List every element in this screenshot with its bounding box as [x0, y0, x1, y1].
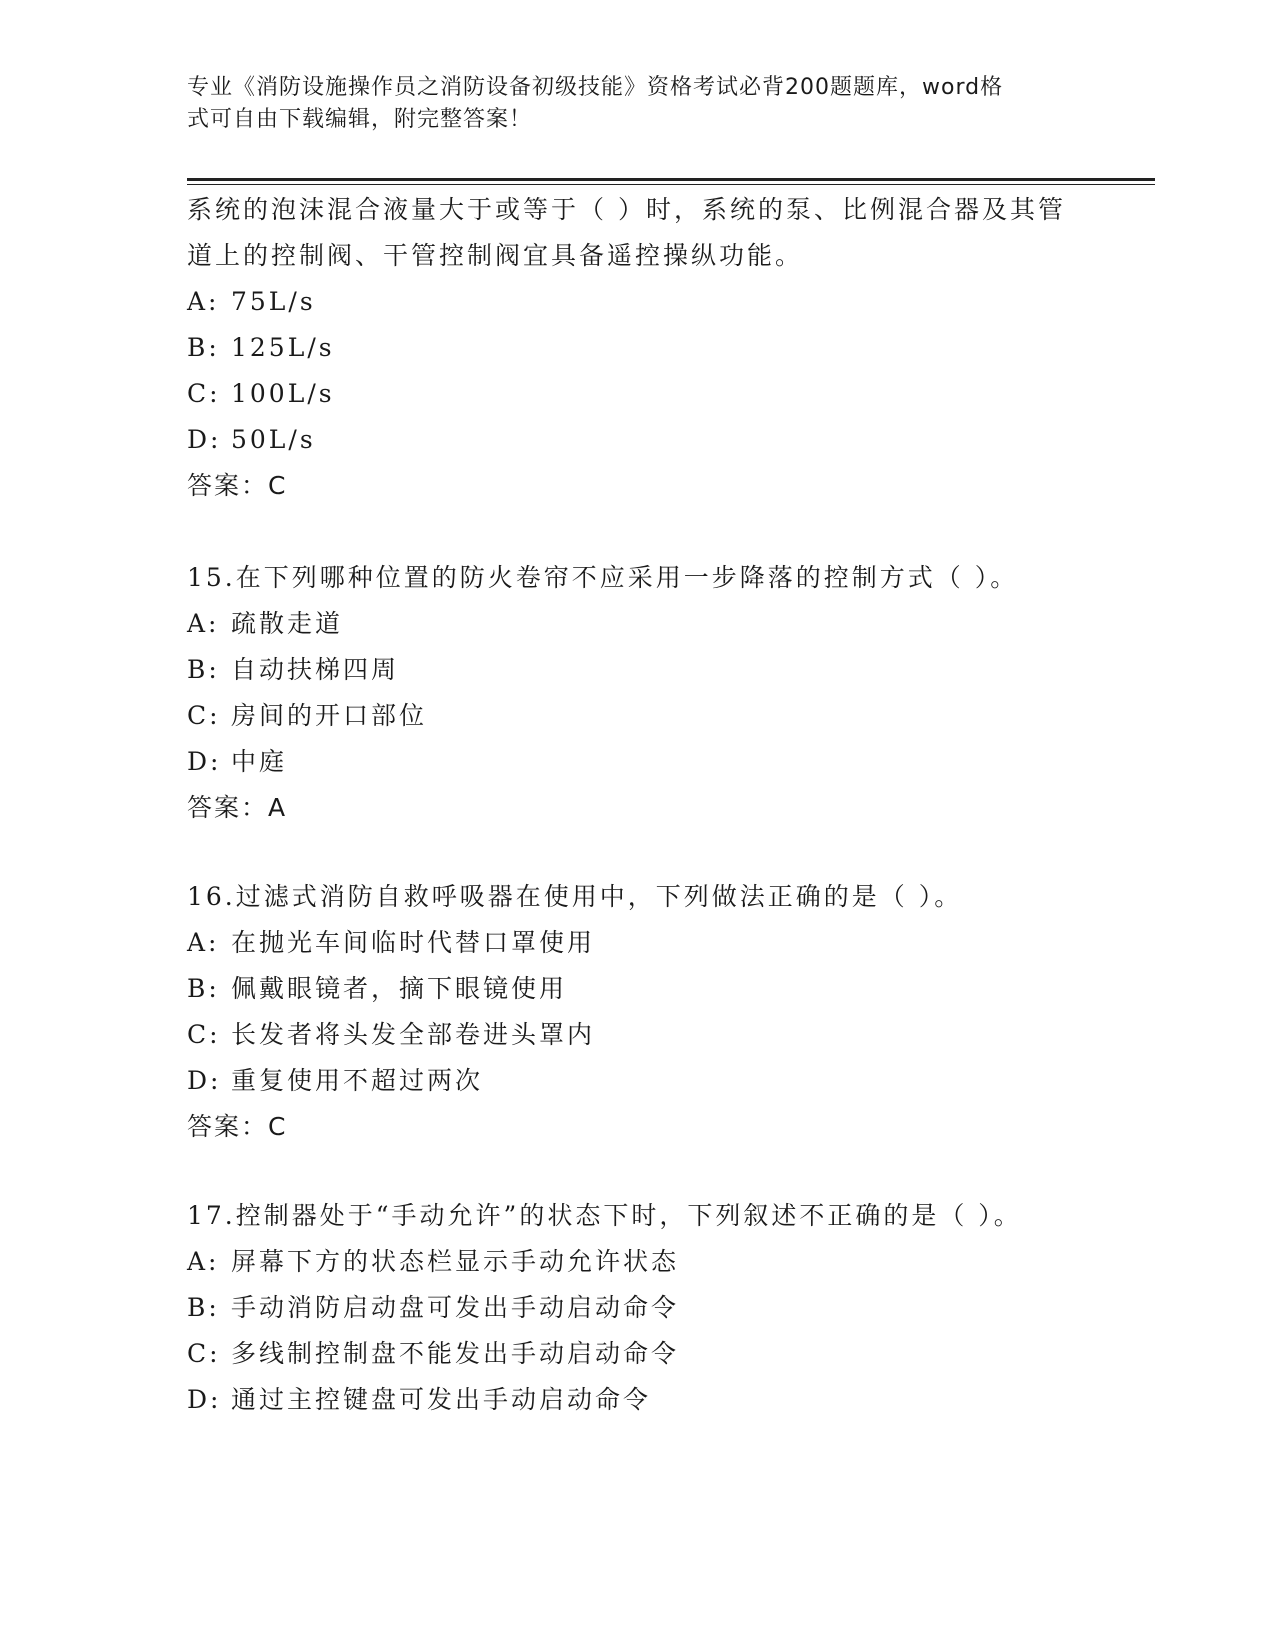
option-key: C: [187, 379, 221, 408]
document-header [187, 72, 1087, 136]
question-block [187, 555, 1087, 831]
question-block [187, 1193, 1087, 1423]
option-c [187, 1012, 1087, 1058]
answer-line: 答案：C [187, 471, 288, 500]
option-text: 房间的开口部位 [231, 701, 428, 730]
option-key: B: [187, 655, 220, 684]
option-text: 重复使用不超过两次 [231, 1066, 484, 1095]
option-key: C: [187, 701, 221, 730]
option-key: A: [187, 609, 220, 638]
option-text: 中庭 [231, 747, 288, 776]
option-d [187, 1058, 1087, 1104]
option-key: D: [187, 1066, 222, 1095]
option-key: D: [187, 747, 222, 776]
option-text: 自动扶梯四周 [231, 655, 400, 684]
option-a [187, 1239, 1087, 1285]
option-c [187, 1331, 1087, 1377]
option-key: B: [187, 974, 220, 1003]
option-b [187, 325, 1087, 371]
option-text: 100L/s [231, 379, 335, 408]
question-block [187, 874, 1087, 1150]
option-text: 75L/s [231, 287, 316, 316]
option-b [187, 1285, 1087, 1331]
answer-line: 答案：A [187, 793, 288, 822]
option-d [187, 739, 1087, 785]
option-d [187, 1377, 1087, 1423]
option-text: 疏散走道 [231, 609, 344, 638]
option-b [187, 647, 1087, 693]
header-divider-thick [187, 178, 1155, 181]
option-key: D: [187, 425, 222, 454]
question-stem: 17.控制器处于“手动允许”的状态下时，下列叙述不正确的是（ ）。 [187, 1201, 1022, 1230]
question-block [187, 187, 1087, 509]
question-stem: 15.在下列哪种位置的防火卷帘不应采用一步降落的控制方式（ ）。 [187, 563, 1019, 592]
answer-line: 答案：C [187, 1112, 288, 1141]
question-stem: 16.过滤式消防自救呼吸器在使用中，下列做法正确的是（ ）。 [187, 882, 963, 911]
option-a [187, 279, 1087, 325]
option-key: A: [187, 928, 220, 957]
option-c [187, 693, 1087, 739]
option-key: A: [187, 287, 220, 316]
option-text: 长发者将头发全部卷进头罩内 [231, 1020, 596, 1049]
option-b [187, 966, 1087, 1012]
header-divider-thin [187, 184, 1155, 185]
option-d [187, 417, 1087, 463]
option-key: A: [187, 1247, 220, 1276]
option-text: 屏幕下方的状态栏显示手动允许状态 [231, 1247, 680, 1276]
option-key: B: [187, 333, 220, 362]
option-text: 通过主控键盘可发出手动启动命令 [231, 1385, 652, 1414]
option-a [187, 601, 1087, 647]
option-key: C: [187, 1020, 221, 1049]
option-key: C: [187, 1339, 221, 1368]
question-stem: 系统的泡沫混合液量大于或等于（ ）时，系统的泵、比例混合器及其管道上的控制阀、干管控制阀宜具备遥控操纵功能。 [187, 195, 1066, 270]
option-text: 手动消防启动盘可发出手动启动命令 [231, 1293, 680, 1322]
option-key: B: [187, 1293, 220, 1322]
option-text: 125L/s [231, 333, 335, 362]
option-text: 在抛光车间临时代替口罩使用 [231, 928, 596, 957]
header-line-2: 式可自由下载编辑，附完整答案！ [187, 107, 533, 132]
option-key: D: [187, 1385, 222, 1414]
header-line-1: 专业《消防设施操作员之消防设备初级技能》资格考试必背200题题库，word格 [187, 75, 1004, 100]
option-text: 50L/s [231, 425, 316, 454]
option-a [187, 920, 1087, 966]
option-c [187, 371, 1087, 417]
option-text: 佩戴眼镜者，摘下眼镜使用 [231, 974, 568, 1003]
option-text: 多线制控制盘不能发出手动启动命令 [231, 1339, 680, 1368]
